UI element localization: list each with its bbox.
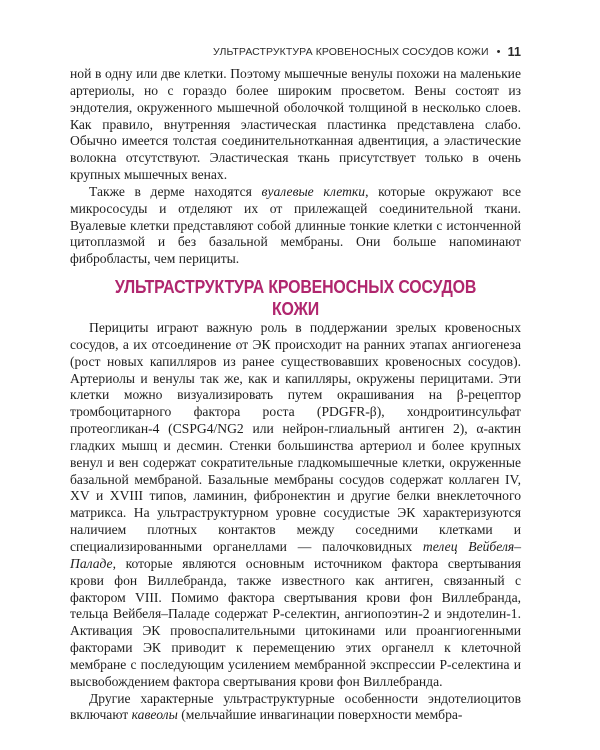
paragraph-pericytes	[70, 320, 521, 691]
paragraph-veins: ной в одну или две клетки. Поэтому мышечные венулы похожи на маленькие артериолы, но с гораздо более широким просветом. Вены состоят из эндотелия, окруженного мышечной оболочкой толщиной в несколько слоев. Как правило, внутренняя эластическая пластинка представлена слабо. Обычно имеется толстая соединительнотканная адвентиция, а эластические волокна отсутствуют. Эластическая ткань присутствует только в очень крупных мышечных венах.	[70, 66, 521, 183]
intro-text	[70, 66, 521, 268]
term-veil-cells: вуалевые клетки	[261, 183, 366, 199]
section-heading: УЛЬТРАСТРУКТУРА КРОВЕНОСНЫХ СОСУДОВ КОЖИ	[114, 276, 477, 319]
text-run: Перициты играют важную роль в поддержании зрелых кровеносных сосудов, а их отсоединение от ЭК происходит на ранних этапах ангиогенеза (рост новых капилляров из ранее существовавших кровеносных сосудов). Артериолы и венулы так же, как и капилляры, окружены перицитами. Эти клетки можно визуализировать путем окрашивания на β-рецептор тромбоцитарного фактора роста (PDGFR-β), хондроитинсульфат протеогликан-4 (CSPG4/NG2 или нейрон-глиальный антиген 2), α-актин гладких мышц и десмин. Стенки большинства артериол и более крупных венул и вен содержат сократительные гладкомышечные клетки, окруженные базальной мембраной. Базальные мембраны сосудов содержат коллаген IV, XV и XVIII типов, ламинин, фибронектин и другие белки внеклеточного матрикса. На ультраструктурном уровне сосудистые ЭК характеризуются наличием плотных контактов между соседними клетками и специализированными органеллами — палочковидных	[70, 320, 521, 554]
running-header	[70, 45, 521, 59]
text-run: , которые являются основным источником фактора свертывания крови фон Виллебранда, также известного как антиген, связанный с фактором VIII. Помимо фактора свертывания крови фон Виллебранда, тельца Вейбеля–Паладе содержат P-селектин, ангиопоэтин-2 и эндотелин-1. Активация ЭК провоспалительными цитокинами или проангиогенными факторами ЭК приводит к перемещению этих органелл к клеточной мембране с последующим усилением мембранной экспрессии P-селектина и высвобождением фактора свертывания крови фон Виллебранда.	[70, 555, 521, 689]
text-run: (мельчайшие инвагинации поверхности мембра-	[177, 707, 463, 723]
running-title: УЛЬТРАСТРУКТУРА КРОВЕНОСНЫХ СОСУДОВ КОЖИ	[213, 46, 489, 58]
text-run: , которые окружают все микрососуды и отделяют их от прилежащей соединительной ткани. Вуалевые клетки представляют собой длинные тонкие клетки с истонченной цитоплазмой и без базальной мембраны. Они больше напоминают фибробласты, чем перициты.	[70, 183, 522, 267]
text-run: Другие характерные ультраструктурные особенности эндотелиоцитов включают	[70, 690, 521, 723]
term-weibel-palade: телец Вейбеля–Паладе	[70, 538, 522, 571]
header-bullet: •	[496, 46, 501, 58]
section-text	[70, 320, 521, 724]
term-caveolae: кавеолы	[131, 707, 178, 723]
paragraph-veil-cells	[70, 184, 521, 268]
page-number: 11	[507, 45, 521, 59]
text-run: Также в дерме находятся	[89, 183, 262, 199]
paragraph-caveolae	[70, 691, 521, 725]
